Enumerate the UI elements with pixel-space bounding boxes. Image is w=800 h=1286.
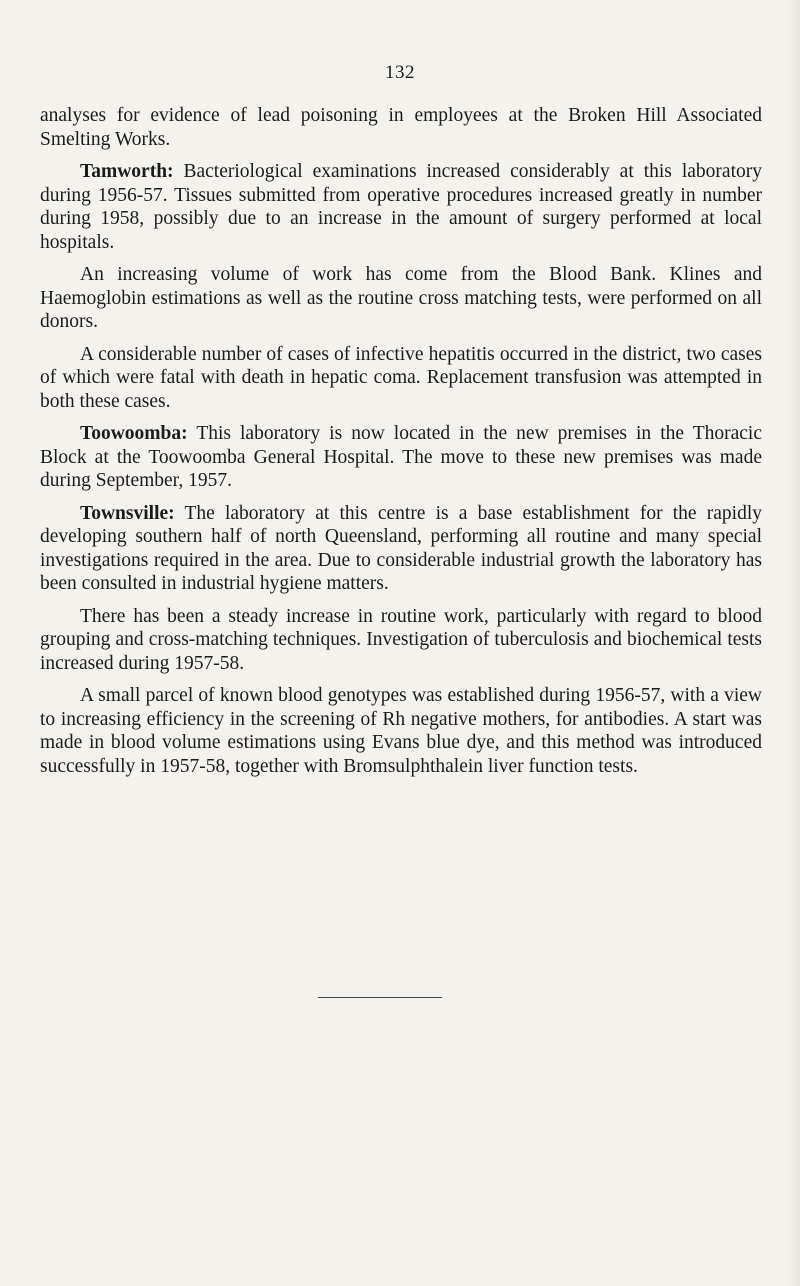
section-heading-tamworth: Tamworth: [80,161,174,182]
paragraph-text: A considerable number of cases of infective hepatitis occurred in the district, two cases of which were fatal with death in hepatic coma. Replacement transfusion was attempted in both these cases. [40,343,762,412]
section-divider [318,997,442,998]
paragraph-lead-poisoning [40,104,762,151]
section-heading-toowoomba: Toowoomba: [80,423,188,444]
paragraph-text: The laboratory at this centre is a base establishment for the rapidly developing southern half of north Queensland, performing all routine and many special investigations required in the area. Due to considerable industrial growth the laboratory has been consulted in industrial hygiene matters. [40,502,762,594]
page-number: 132 [385,62,415,83]
page-edge-shadow [786,0,800,1286]
section-heading-townsville: Townsville: [80,502,175,524]
paragraph-genotypes [40,684,762,778]
paragraph-routine-work [40,605,762,676]
paragraph-text: An increasing volume of work has come from the Blood Bank. Klines and Haemoglobin estimations as well as the routine cross matching tests, were performed on all donors. [40,264,762,332]
paragraph-text: A small parcel of known blood genotypes was established during 1956-57, with a view to increasing efficiency in the screening of Rh negative mothers, for antibodies. A start was made in blood volume estimations using Evans blue dye, and this method was introduced successfully in 1957-58, together with Bromsulphthalein liver function tests. [40,685,762,777]
paragraph-text: Bacteriological examinations increased considerably at this laboratory during 1956-57. Tissues submitted from operative procedures increased greatly in number during 1958, possibly due to an increase in the amount of surgery performed at local hospitals. [40,161,762,253]
paragraph-hepatitis [40,343,762,414]
paragraph-toowoomba [40,422,762,493]
paragraph-blood-bank [40,263,762,334]
paragraph-townsville [40,502,762,596]
paragraph-tamworth [40,160,762,254]
body-text [40,104,762,787]
paragraph-text: There has been a steady increase in routine work, particularly with regard to blood grouping and cross-matching techniques. Investigation of tuberculosis and biochemical tests increased during 1957-58. [40,605,762,674]
paragraph-text: This laboratory is now located in the new premises in the Thoracic Block at the Toowoomba General Hospital. The move to these new premises was made during September, 1957. [40,423,762,491]
paragraph-text: analyses for evidence of lead poisoning in employees at the Broken Hill Associated Smelting Works. [40,105,762,150]
